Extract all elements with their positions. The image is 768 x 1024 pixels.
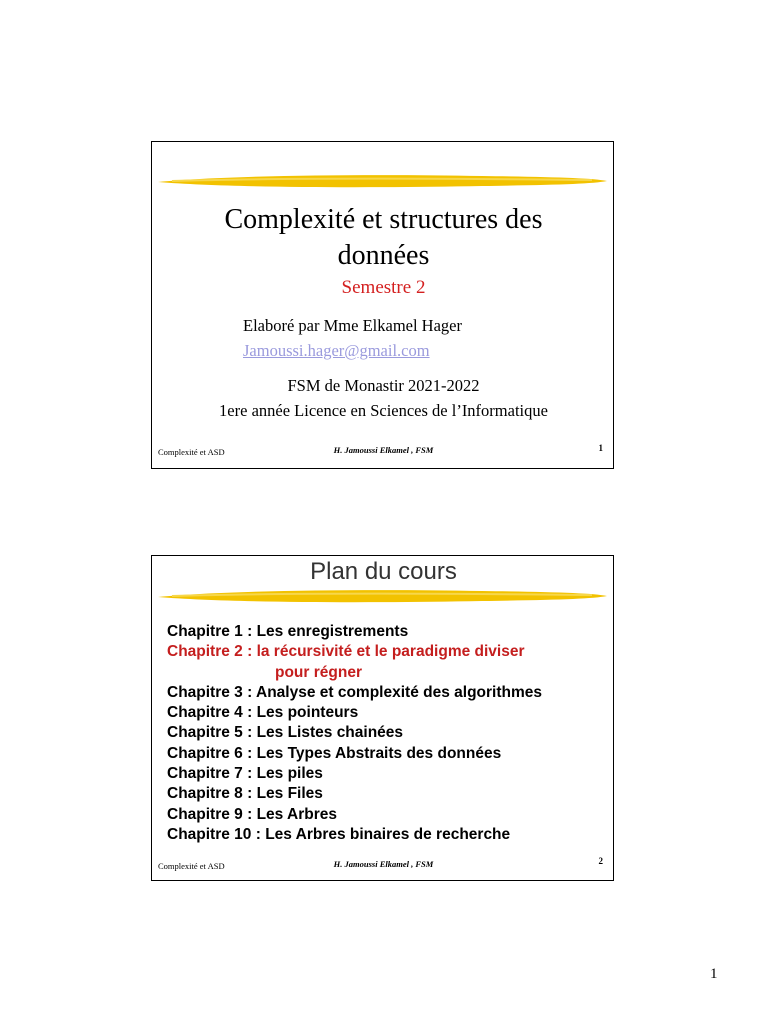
institution-line: FSM de Monastir 2021-2022 (287, 376, 480, 395)
email-link[interactable]: Jamoussi.hager@gmail.com (243, 341, 430, 360)
yellow-brush-stroke (152, 172, 615, 192)
chapter-item: Chapitre 2 : la récursivité et le paradigme diviser (167, 643, 525, 661)
chapter-item: Chapitre 1 : Les enregistrements (167, 623, 409, 640)
slide-number: 2 (598, 856, 603, 866)
footer-course: Complexité et ASD (158, 447, 225, 457)
footer-author: H. Jamoussi Elkamel , FSM (333, 859, 434, 869)
slide-1 (151, 141, 614, 469)
chapter-item: Chapitre 6 : Les Types Abstraits des données (167, 744, 502, 762)
slide-number: 1 (598, 443, 603, 453)
footer-course: Complexité et ASD (158, 861, 225, 871)
chapter-item: Chapitre 10 : Les Arbres binaires de recherche (167, 825, 511, 843)
chapter-item: Chapitre 9 : Les Arbres (167, 805, 337, 823)
chapter-item: Chapitre 4 : Les pointeurs (167, 704, 359, 722)
title-line-2: données (337, 240, 430, 271)
slide-2 (151, 555, 614, 881)
chapter-item-continuation: pour régner (275, 663, 362, 681)
chapter-list (167, 622, 542, 845)
level-line: 1ere année Licence en Sciences de l’Informatique (219, 401, 548, 420)
chapter-item: Chapitre 7 : Les piles (167, 765, 323, 783)
slide-title: Plan du cours (310, 558, 457, 585)
page-number: 1 (710, 966, 718, 982)
semester-label: Semestre 2 (341, 277, 426, 298)
chapter-item: Chapitre 3 : Analyse et complexité des algorithmes (167, 683, 542, 701)
chapter-item: Chapitre 5 : Les Listes chainées (167, 724, 404, 742)
author-line: Elaboré par Mme Elkamel Hager (243, 316, 462, 335)
title-line-1: Complexité et structures des (224, 204, 543, 235)
slide-title (152, 202, 615, 274)
chapter-item: Chapitre 8 : Les Files (167, 785, 323, 803)
footer-author: H. Jamoussi Elkamel , FSM (333, 445, 434, 455)
yellow-brush-stroke (152, 587, 615, 607)
